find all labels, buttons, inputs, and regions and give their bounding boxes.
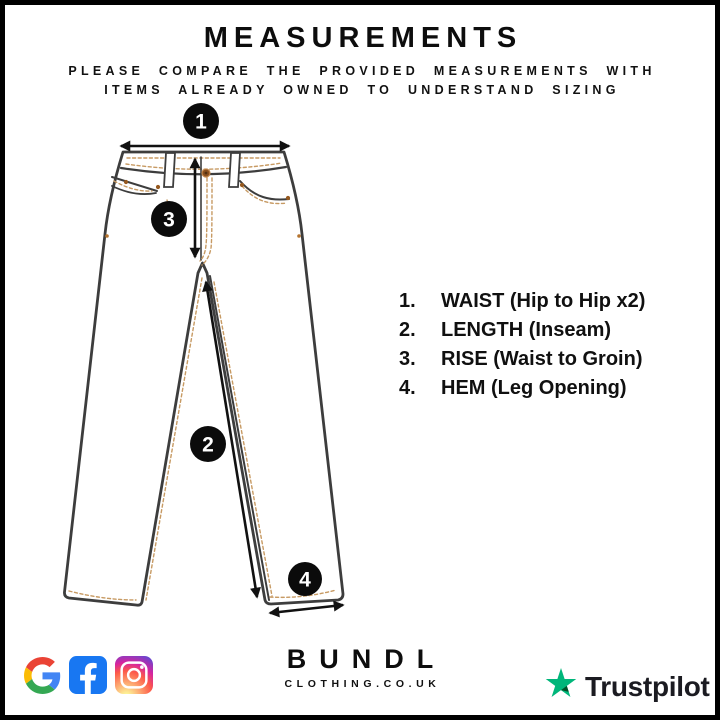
rivet (124, 180, 128, 184)
measurement-legend (399, 287, 645, 403)
header (0, 23, 720, 100)
legend-label: LENGTH (Inseam) (441, 319, 612, 341)
subtitle (0, 62, 720, 100)
legend-item-rise (399, 345, 645, 374)
jeans-illustration (64, 152, 343, 605)
marker-2-number: 2 (202, 433, 214, 457)
rivet (240, 183, 244, 187)
subtitle-line-2: ITEMS ALREADY OWNED TO UNDERSTAND SIZING (104, 83, 620, 98)
legend-number: 1. (399, 290, 416, 312)
rivet (297, 234, 301, 238)
page-title: MEASUREMENTS (203, 22, 523, 54)
legend-label: HEM (Leg Opening) (441, 377, 627, 399)
marker-1-number: 1 (195, 110, 207, 134)
belt-loop (229, 153, 240, 187)
brand-name: BUNDL (286, 644, 447, 674)
marker-3-number: 3 (163, 208, 175, 232)
subtitle-line-1: PLEASE COMPARE THE PROVIDED MEASUREMENTS WITH (68, 64, 656, 79)
legend-number: 3. (399, 348, 416, 370)
legend-label: WAIST (Hip to Hip x2) (441, 290, 646, 312)
rivet (286, 196, 290, 200)
trustpilot-logo (544, 668, 710, 705)
trustpilot-wordmark: Trustpilot (585, 670, 710, 702)
legend-label: RISE (Waist to Groin) (441, 348, 643, 370)
legend-number: 4. (399, 377, 416, 399)
legend-number: 2. (399, 319, 416, 341)
legend-item-waist (399, 287, 645, 316)
legend-item-hem (399, 374, 645, 403)
legend-item-length (399, 316, 645, 345)
hem-arrow (270, 605, 343, 613)
trustpilot-star-icon (544, 668, 578, 705)
marker-4-number: 4 (299, 568, 311, 592)
rivet (156, 185, 160, 189)
belt-loop (164, 153, 175, 187)
jeans-silhouette (64, 152, 343, 605)
rivet (105, 234, 109, 238)
brand-tagline: CLOTHING.CO.UK (284, 678, 441, 690)
